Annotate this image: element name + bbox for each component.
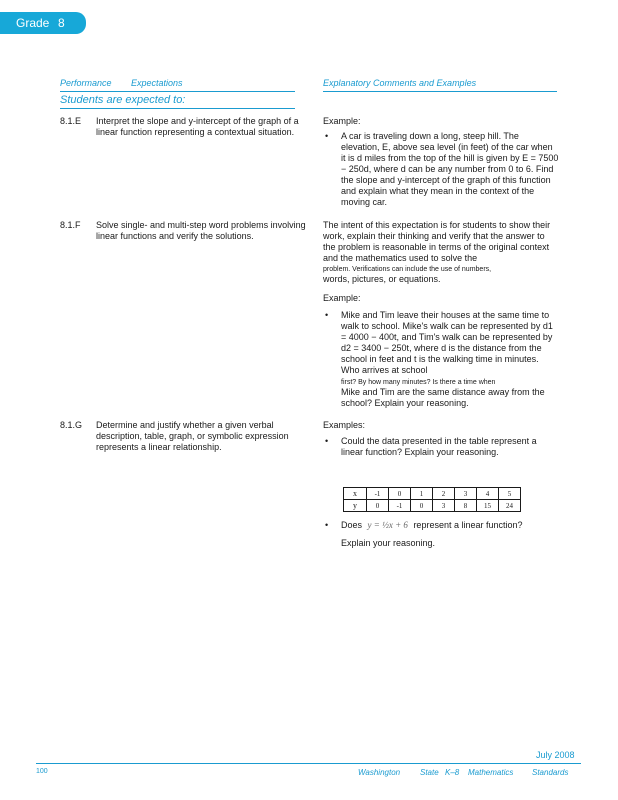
subheader-rule [60,108,295,109]
grade-tab [0,12,86,34]
example-label: Example: [323,293,361,303]
table-header-y: y [344,500,367,512]
footer-title-k8: K–8 [445,768,460,777]
code-8-1-e: 8.1.E [60,116,82,126]
xy-data-table [343,487,521,512]
table-row-x [344,488,521,500]
example-table-question: Could the data presented in the table represent a linear function? Explain your reasoning. [341,436,537,457]
equation-explain: Explain your reasoning. [341,538,436,548]
code-8-1-g: 8.1.G [60,420,83,430]
comments-header: Explanatory Comments and Examples [323,78,477,88]
page-number: 100 [36,768,48,775]
header-rule-left [60,91,295,92]
example-mike-tim: Mike and Tim leave their houses at the same time to walk to school. Mike's walk can be represented by d1 = 4000 − 400t, and Tim's walk can be represented by d2 = 3400 − 250t, where d is the distance from the school in feet and t is the walking time in minutes. Who arrives at school [341,310,553,375]
grade-label: Grade [16,16,50,30]
footer-title-state: State [420,768,439,777]
equation-question-post: represent a linear function? [413,520,523,530]
table-cell: 4 [477,488,499,500]
table-cell: 24 [499,500,521,512]
table-cell: -1 [389,500,411,512]
students-expected-heading: Students are expected to: [60,94,186,106]
example-mike-tim-small: first? By how many minutes? Is there a time when [341,379,496,386]
table-cell: 1 [411,488,433,500]
table-cell: 0 [411,500,433,512]
intent-paragraph-end: words, pictures, or equations. [323,274,441,284]
equation-question-pre: Does [341,520,363,530]
description-8-1-f: Solve single- and multi-step word problems involving linear functions and verify the solutions. [96,220,306,241]
footer-title-mathematics: Mathematics [468,768,514,777]
footer-title-standards: Standards [532,768,569,777]
intent-paragraph: The intent of this expectation is for students to show their work, explain their thinking and verify that the answer to the problem is reasonable in terms of the original context and the mathematics used to solve the [323,220,551,263]
examples-label: Examples: [323,420,366,430]
example-equation-question [341,520,559,531]
table-cell: 0 [367,500,389,512]
equation: y = ½x + 6 [367,520,408,530]
code-8-1-f: 8.1.F [60,220,81,230]
example-label: Example: [323,116,361,126]
example-car-hill: A car is traveling down a long, steep hill. The elevation, E, above sea level (in feet) of the car when it is d miles from the top of the hill is given by E = 7500 − 250d, where d can be any number from 0 to 6. Find the slope and y-intercept of the graph of this function and explain what they mean in the context of the moving car. [341,131,559,207]
footer-date: July 2008 [536,750,575,760]
grade-number: 8 [58,16,65,30]
expectations-header: Expectations [131,78,183,88]
bullet-marker: • [325,131,329,141]
table-row-y [344,500,521,512]
table-cell: 0 [389,488,411,500]
header-rule-right [323,91,557,92]
bullet-marker: • [325,520,329,530]
table-cell: 2 [433,488,455,500]
bullet-marker: • [325,436,329,446]
table-cell: 3 [433,500,455,512]
footer-title-washington: Washington [358,768,401,777]
description-8-1-g: Determine and justify whether a given verbal description, table, graph, or symbolic expression represents a linear relationship. [96,420,289,452]
table-cell: 5 [499,488,521,500]
bullet-marker: • [325,310,329,320]
footer-rule [36,763,581,764]
table-cell: 8 [455,500,477,512]
example-mike-tim-end: Mike and Tim are the same distance away from the school? Explain your reasoning. [341,387,545,408]
table-header-x: x [344,488,367,500]
performance-header: Performance [60,78,112,88]
table-cell: -1 [367,488,389,500]
table-cell: 15 [477,500,499,512]
description-8-1-e: Interpret the slope and y-intercept of the graph of a linear function representing a contextual situation. [96,116,299,137]
intent-paragraph-small: problem. Verifications can include the use of numbers, [323,266,492,273]
table-cell: 3 [455,488,477,500]
